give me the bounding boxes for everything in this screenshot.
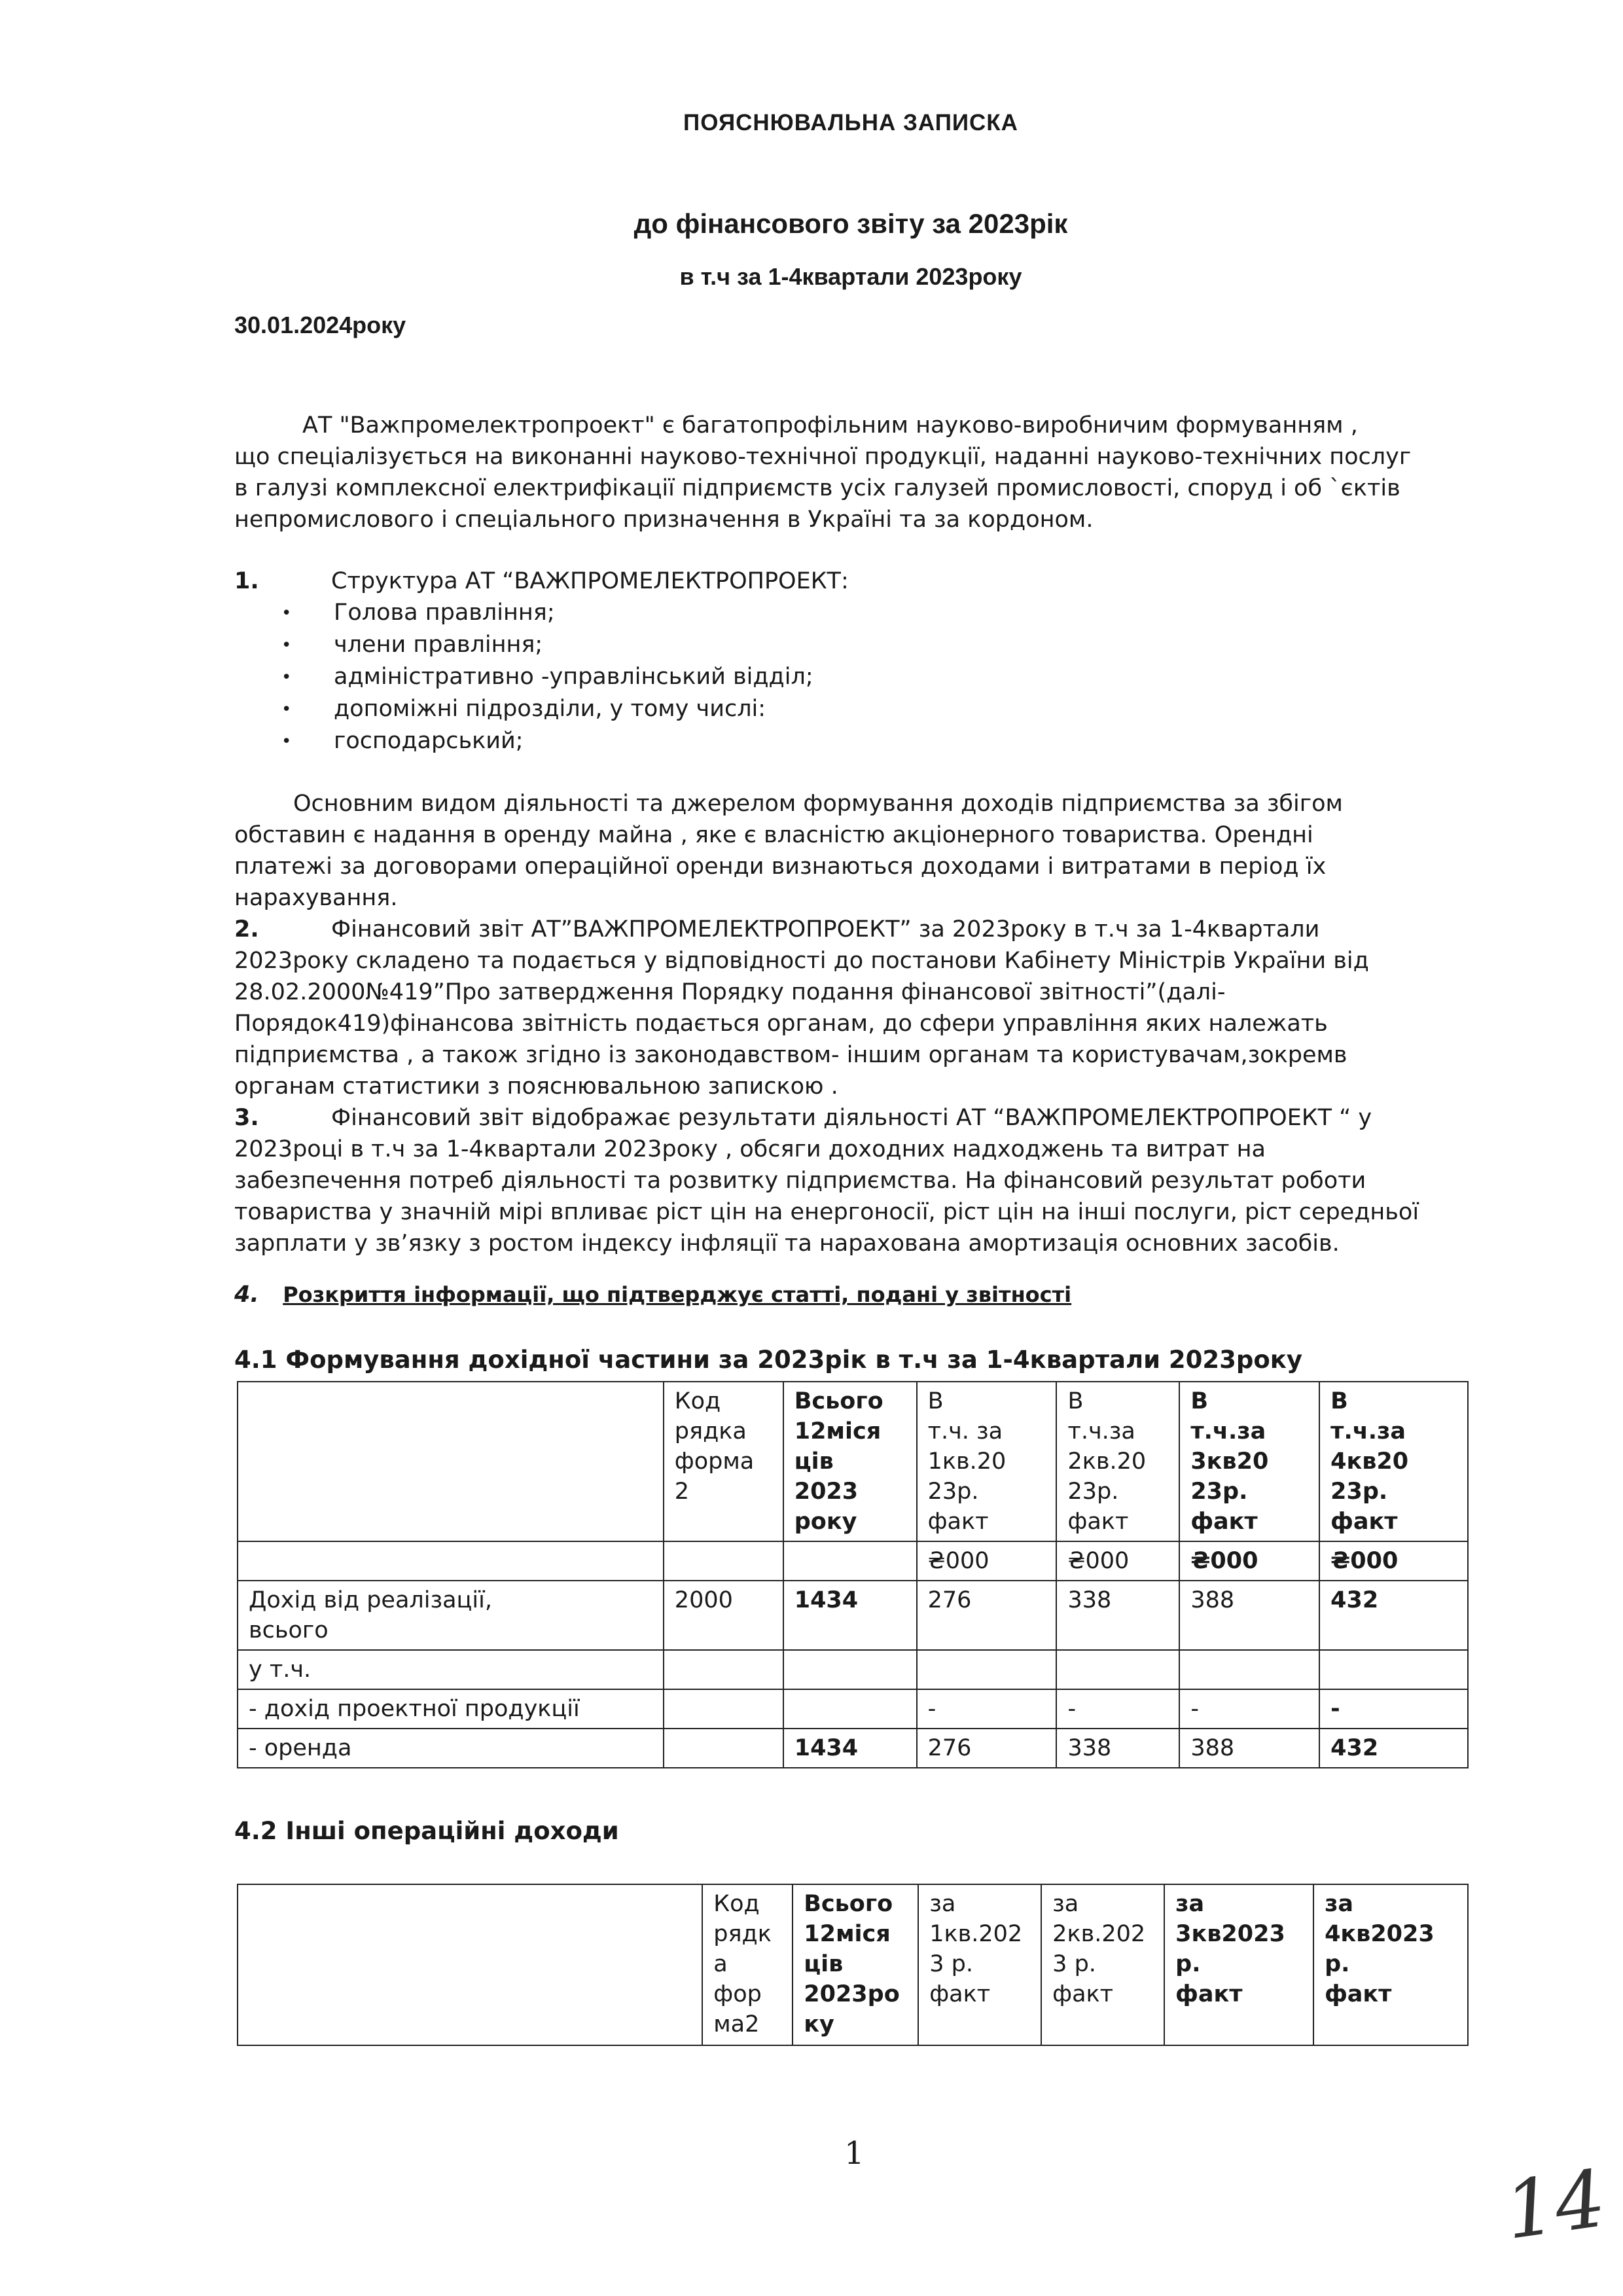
section-number: 1. <box>234 568 259 594</box>
intro-line: непромислового і спеціального призначення в Україні та за кордоном. <box>234 507 1094 533</box>
table-cell: - <box>917 1689 1057 1729</box>
section-line: Фінансовий звіт відображає результати діяльності АТ “ВАЖПРОМЕЛЕКТРОПРОЕКТ “ у <box>331 1105 1372 1131</box>
section-number: 3. <box>234 1105 259 1131</box>
bullet-icon: • <box>281 700 292 719</box>
list-item-text: господарський; <box>334 728 524 754</box>
table-header-cell: за 1кв.202 3 р. факт <box>918 1884 1041 2045</box>
other-income-table <box>237 1884 1469 2046</box>
table-cell <box>783 1541 917 1581</box>
bullet-icon: • <box>281 636 292 655</box>
section-line: органам статистики з пояснювальною запискою . <box>234 1073 838 1100</box>
table-row <box>238 1729 1468 1768</box>
table-cell: 276 <box>917 1729 1057 1768</box>
list-item-text: Голова правління; <box>334 600 555 626</box>
section-line: забезпечення потреб діяльності та розвитку підприємства. На фінансовий результат роботи <box>234 1168 1366 1194</box>
section-line: 2023року складено та подається у відповідності до постанови Кабінету Міністрів України від <box>234 948 1369 974</box>
structure-list <box>281 597 813 757</box>
section-line: 2023році в т.ч за 1-4квартали 2023року , обсяги доходних надходжень та витрат на <box>234 1136 1266 1162</box>
table-cell <box>664 1729 783 1768</box>
handwritten-page-mark: 14 <box>1499 2153 1611 2257</box>
table-cell <box>664 1541 783 1581</box>
table-header-cell: Всього 12міся ців 2023 року <box>783 1382 917 1541</box>
row-label: - оренда <box>238 1729 664 1768</box>
section-line: Порядок419)фінансова звітність подається органам, до сфери управління яких належать <box>234 1011 1328 1037</box>
table-header-cell: В т.ч.за 4кв20 23р. факт <box>1319 1382 1468 1541</box>
activity-line: обставин є надання в оренду майна , яке є власністю акціонерного товариства. Орендні <box>234 822 1313 848</box>
bullet-icon: • <box>281 603 292 623</box>
table-cell <box>238 1541 664 1581</box>
section-heading-text: Структура АТ “ВАЖПРОМЕЛЕКТРОПРОЕКТ: <box>331 568 849 594</box>
activity-line: Основним видом діяльності та джерелом формування доходів підприємства за збігом <box>293 791 1343 817</box>
list-item <box>281 629 813 661</box>
document-date: 30.01.2024року <box>234 312 406 338</box>
table-cell: 432 <box>1319 1581 1468 1650</box>
list-item-text: допоміжні підрозділи, у тому числі: <box>334 696 766 722</box>
table-cell <box>238 1382 664 1541</box>
table-cell <box>1056 1650 1179 1689</box>
intro-line: що спеціалізується на виконанні науково-технічної продукції, наданні науково-технічних послуг <box>234 444 1412 470</box>
table-header-cell: за 3кв2023 р. факт <box>1164 1884 1313 2045</box>
table-cell: - <box>1056 1689 1179 1729</box>
bullet-icon: • <box>281 732 292 751</box>
table-cell: ₴000 <box>1319 1541 1468 1581</box>
table-cell: ₴000 <box>1056 1541 1179 1581</box>
section-line: підприємства , а також згідно із законодавством- іншим органам та користувачам,зокремв <box>234 1042 1347 1068</box>
table-cell: 338 <box>1056 1581 1179 1650</box>
table-row <box>238 1581 1468 1650</box>
section-4-1-heading: 4.1 Формування дохідної частини за 2023рік в т.ч за 1-4квартали 2023року <box>234 1346 1303 1374</box>
section-3-paragraph <box>234 1102 1465 1259</box>
section-line: товариства у значній мірі впливає ріст цін на енергоносії, ріст цін на інші послуги, ріст середньої <box>234 1199 1419 1225</box>
table-cell <box>783 1650 917 1689</box>
table-cell: - <box>1179 1689 1319 1729</box>
table-header-cell: за 2кв.202 3 р. факт <box>1041 1884 1164 2045</box>
intro-line: АТ "Важпромелектропроект" є багатопрофільним науково-виробничим формуванням , <box>302 412 1358 439</box>
table-cell: 276 <box>917 1581 1057 1650</box>
bullet-icon: • <box>281 668 292 687</box>
table-header-cell: Код рядк а фор ма2 <box>702 1884 793 2045</box>
table-cell: 388 <box>1179 1581 1319 1650</box>
table-header-row <box>238 1884 1468 2045</box>
table-row <box>238 1689 1468 1729</box>
table-cell: - <box>1319 1689 1468 1729</box>
table-cell <box>1319 1650 1468 1689</box>
table-header-cell: В т.ч.за 3кв20 23р. факт <box>1179 1382 1319 1541</box>
row-label: Дохід від реалізації, всього <box>238 1581 664 1650</box>
table-cell: 338 <box>1056 1729 1179 1768</box>
income-table <box>237 1381 1469 1768</box>
section-line: зарплати у зв’язку з ростом індексу інфляції та нарахована амортизація основних засобів. <box>234 1230 1340 1257</box>
table-cell: 1434 <box>783 1581 917 1650</box>
list-item <box>281 661 813 693</box>
table-row <box>238 1650 1468 1689</box>
section-line: 28.02.2000№419”Про затвердження Порядку подання фінансової звітності”(далі- <box>234 979 1226 1005</box>
table-cell: 432 <box>1319 1729 1468 1768</box>
table-cell <box>664 1650 783 1689</box>
table-header-row <box>238 1382 1468 1541</box>
document-subtitle-period: в т.ч за 1-4квартали 2023року <box>679 263 1022 290</box>
table-cell <box>664 1689 783 1729</box>
table-cell <box>238 1884 702 2045</box>
activity-line: платежі за договорами операційної оренди визнаються доходами і витратами в період їх <box>234 853 1327 880</box>
list-item <box>281 693 813 725</box>
table-header-cell: Всього 12міся ців 2023ро ку <box>793 1884 918 2045</box>
table-units-row <box>238 1541 1468 1581</box>
table-cell <box>783 1689 917 1729</box>
list-item-text: члени правління; <box>334 632 543 658</box>
activity-paragraph <box>234 788 1465 914</box>
table-header-cell: В т.ч.за 2кв.20 23р. факт <box>1056 1382 1179 1541</box>
table-header-cell: за 4кв2023 р. факт <box>1313 1884 1468 2045</box>
activity-line: нарахування. <box>234 885 398 911</box>
section-4-heading <box>234 1282 1071 1308</box>
table-cell <box>1179 1650 1319 1689</box>
table-cell: 1434 <box>783 1729 917 1768</box>
section-line: Фінансовий звіт АТ”ВАЖПРОМЕЛЕКТРОПРОЕКТ” за 2023року в т.ч за 1-4квартали <box>331 916 1320 942</box>
page-number: 1 <box>844 2135 865 2172</box>
intro-line: в галузі комплексної електрифікації підприємств усіх галузей промисловості, споруд і об `єктів <box>234 475 1400 501</box>
document-subtitle: до фінансового звіту за 2023рік <box>633 208 1068 239</box>
section-heading-text: Розкриття інформації, що підтверджує статті, подані у звітності <box>283 1282 1072 1307</box>
list-item <box>281 725 813 757</box>
table-header-cell: В т.ч. за 1кв.20 23р. факт <box>917 1382 1057 1541</box>
list-item-text: адміністративно -управлінський відділ; <box>334 664 813 690</box>
section-4-2-heading: 4.2 Інші операційні доходи <box>234 1817 619 1845</box>
document-title: ПОЯСНЮВАЛЬНА ЗАПИСКА <box>683 110 1018 135</box>
row-label: у т.ч. <box>238 1650 664 1689</box>
table-cell: 2000 <box>664 1581 783 1650</box>
table-header-cell: Код рядка форма 2 <box>664 1382 783 1541</box>
table-cell <box>917 1650 1057 1689</box>
intro-paragraph <box>234 410 1465 535</box>
section-2-paragraph <box>234 914 1465 1102</box>
table-cell: 388 <box>1179 1729 1319 1768</box>
table-cell: ₴000 <box>1179 1541 1319 1581</box>
section-1-heading <box>234 565 1465 597</box>
table-cell: ₴000 <box>917 1541 1057 1581</box>
section-number: 4. <box>234 1282 259 1308</box>
row-label: - дохід проектної продукції <box>238 1689 664 1729</box>
section-number: 2. <box>234 916 259 942</box>
list-item <box>281 597 813 629</box>
